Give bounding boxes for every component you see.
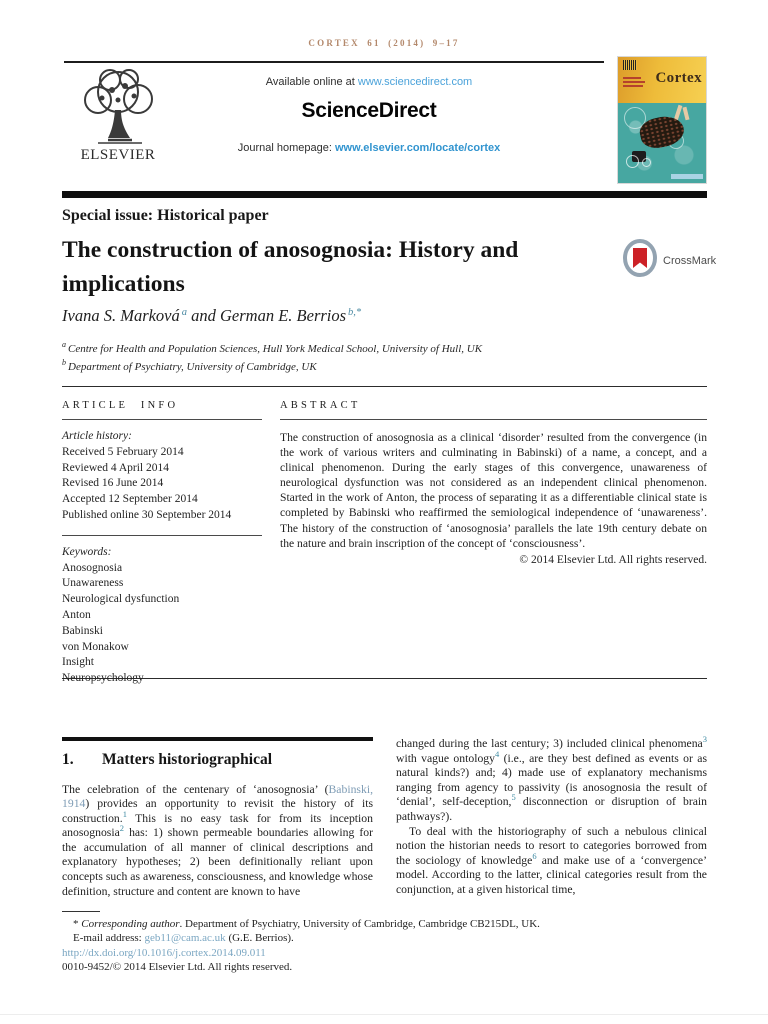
body-text: ) provides an opportunity to revisit the history of its construction. [62, 797, 373, 825]
cover-artwork [618, 103, 706, 183]
article-history [62, 429, 262, 524]
elsevier-wordmark: ELSEVIER [80, 147, 156, 163]
body-text: (i.e., are they best defined as events or as natural kinds?) and; 4) made use of explanatory mechanisms ranging from agency to passivity (is anosognosia the result of ‘denial’, self-deception, [396, 751, 707, 809]
footnote-asterisk: * [73, 918, 82, 930]
banner-center [214, 76, 524, 154]
cover-text-line [623, 81, 645, 83]
body-text: has: 1) shown permeable boundaries allowing for the accumulation of all manner of clinical descriptions and explanatory hypotheses; 2) been definitionally reliant upon concepts such as awareness, consciousness, and knowledge whose definition, structure and content are known to have [62, 826, 373, 898]
footnote-rule [62, 911, 100, 912]
keyword: Anton [62, 608, 91, 621]
author-2: German E. Berrios [220, 306, 347, 325]
crossmark-label: CrossMark [663, 254, 717, 267]
keyword: Anosognosia [62, 561, 123, 574]
doi-line [62, 946, 707, 960]
cover-bottom-label [671, 174, 703, 179]
journal-homepage-link[interactable]: www.elsevier.com/locate/cortex [334, 142, 501, 154]
cover-journal-title: Cortex [655, 70, 702, 86]
body-text: This is no easy task for from its inception anosognosia [62, 811, 373, 840]
cover-text-line [623, 77, 641, 79]
affiliation-b [62, 359, 482, 377]
reference-superscript[interactable]: 4 [494, 748, 500, 759]
reference-superscript[interactable]: 1 [122, 808, 127, 819]
history-item: Revised 16 June 2014 [62, 477, 164, 490]
affiliations [62, 341, 482, 376]
author-2-affiliation-sup: b,* [348, 306, 362, 318]
citation-link[interactable]: Babinski, 1914 [62, 782, 373, 811]
section-divider-bar [62, 191, 707, 198]
footnote-block [62, 917, 707, 975]
section-heading [62, 751, 373, 769]
article-info-rule [62, 535, 262, 536]
available-online-prefix: Available online at [265, 76, 358, 88]
available-online-line [214, 76, 524, 88]
elsevier-logo [64, 66, 172, 164]
body-right-column [396, 734, 707, 898]
history-item: Published online 30 September 2014 [62, 508, 232, 521]
sciencedirect-wordmark: ScienceDirect [301, 99, 437, 122]
section-title: Matters historiographical [102, 750, 273, 768]
page-bottom-edge [0, 1014, 768, 1015]
article-history-label: Article history: [62, 430, 132, 442]
history-item: Reviewed 4 April 2014 [62, 461, 169, 474]
journal-citation-line: CORTEX 61 (2014) 9–17 [308, 38, 460, 48]
journal-cover-thumbnail [618, 57, 706, 183]
author-1: Ivana S. Marková [62, 306, 180, 325]
corresponding-author-label: Corresponding author [81, 918, 180, 930]
cover-text-line [623, 85, 643, 87]
journal-homepage-line [214, 142, 524, 154]
reference-superscript[interactable]: 3 [702, 734, 707, 745]
body-text: To deal with the historiography of such a nebulous clinical notion the historian needs to resort to categories borrowed from the sociology of knowledge [396, 824, 707, 867]
body-text: changed during the last century; 3) included clinical phenomena [396, 737, 703, 750]
email-label: E-mail address: [73, 932, 145, 945]
body-paragraph [396, 734, 707, 825]
keyword: Unawareness [62, 577, 124, 590]
keyword: von Monakow [62, 640, 129, 653]
article-info-column [62, 387, 262, 687]
abstract-text: The construction of anosognosia as a clinical ‘disorder’ resulted from the convergence (in the work of various writers and culminating in Babinski) of a name, a concept, and a clinical phenomenon. During the early stages of this convergence, unawareness of neurological dysfunction was not considered as an independent clinical phenomenon. Started in the work of Anton, the process of separating it as a differentiable clinical state is completed by Babinski who reaffirmed the semiological independence of ‘unawareness’. The history of the construction of ‘anosognosia’ parallels the late 19th century debate on the nature and brain inscription of the concept of ‘consciousness’. [280, 431, 707, 550]
affiliation-a-sup: a [62, 340, 66, 350]
author-line [62, 306, 361, 326]
copyright-line: © 2014 Elsevier Ltd. All rights reserved. [519, 553, 707, 566]
email-suffix: (G.E. Berrios). [225, 932, 294, 945]
corresponding-author-address: . Department of Psychiatry, University of Cambridge, Cambridge CB215DL, UK. [179, 918, 540, 930]
article-info-rule [62, 419, 262, 420]
paper-title: The construction of anosognosia: History and implications [62, 237, 519, 297]
keyword: Babinski [62, 624, 103, 637]
article-info-abstract-box [62, 386, 707, 685]
body-paragraph [62, 783, 373, 900]
elsevier-tree-icon [64, 66, 172, 146]
body-text: The celebration of the centenary of ‘anosognosia’ ( [62, 782, 329, 796]
keywords-list [62, 545, 262, 687]
body-text: and make use of a ‘convergence’ model. According to the latter, clinical categories result from the conjunction, at a given historical time, [396, 853, 707, 896]
crossmark-badge[interactable] [620, 237, 716, 284]
keyword: Neuropsychology [62, 672, 144, 685]
author-1-affiliation-sup: a [181, 306, 188, 318]
abstract-rule [280, 419, 707, 420]
keyword: Neurological dysfunction [62, 593, 180, 606]
body-text: disconnection or disruption of brain pathways?). [396, 795, 707, 823]
body-paragraph [396, 825, 707, 898]
affiliation-b-sup: b [62, 357, 66, 367]
email-link[interactable]: geb11@cam.ac.uk [144, 932, 226, 945]
crossmark-icon [620, 237, 660, 284]
affiliation-a-text: Centre for Health and Population Sciences, Hull York Medical School, University of Hull, UK [68, 343, 483, 355]
section-number: 1. [62, 750, 74, 768]
homepage-prefix: Journal homepage: [237, 142, 335, 154]
sciencedirect-url-link[interactable]: www.sciencedirect.com [357, 76, 473, 88]
reference-superscript[interactable]: 5 [511, 792, 516, 803]
email-line [62, 931, 707, 945]
reference-superscript[interactable]: 2 [119, 823, 125, 834]
affiliation-b-text: Department of Psychiatry, University of Cambridge, UK [68, 360, 317, 373]
keywords-label: Keywords: [62, 545, 112, 558]
issn-copyright-line: 0010-9452/© 2014 Elsevier Ltd. All rights reserved. [62, 961, 293, 974]
reference-superscript[interactable]: 6 [532, 850, 537, 861]
special-issue-label: Special issue: Historical paper [62, 207, 269, 224]
banner-top-rule [64, 61, 604, 63]
doi-link[interactable]: http://dx.doi.org/10.1016/j.cortex.2014.09.011 [62, 946, 266, 959]
affiliation-a [62, 341, 482, 359]
body-text: with vague ontology [396, 751, 495, 765]
abstract-column [280, 387, 707, 566]
article-info-heading: ARTICLE INFO [62, 400, 179, 411]
section-heading-bar [62, 737, 373, 741]
corresponding-author-line [62, 917, 707, 931]
abstract-heading: ABSTRACT [280, 400, 361, 411]
history-item: Accepted 12 September 2014 [62, 493, 198, 506]
authors-joiner: and [187, 306, 221, 325]
keyword: Insight [62, 656, 94, 669]
history-item: Received 5 February 2014 [62, 445, 184, 458]
body-left-column [62, 737, 373, 899]
cover-barcode-icon [623, 60, 637, 70]
